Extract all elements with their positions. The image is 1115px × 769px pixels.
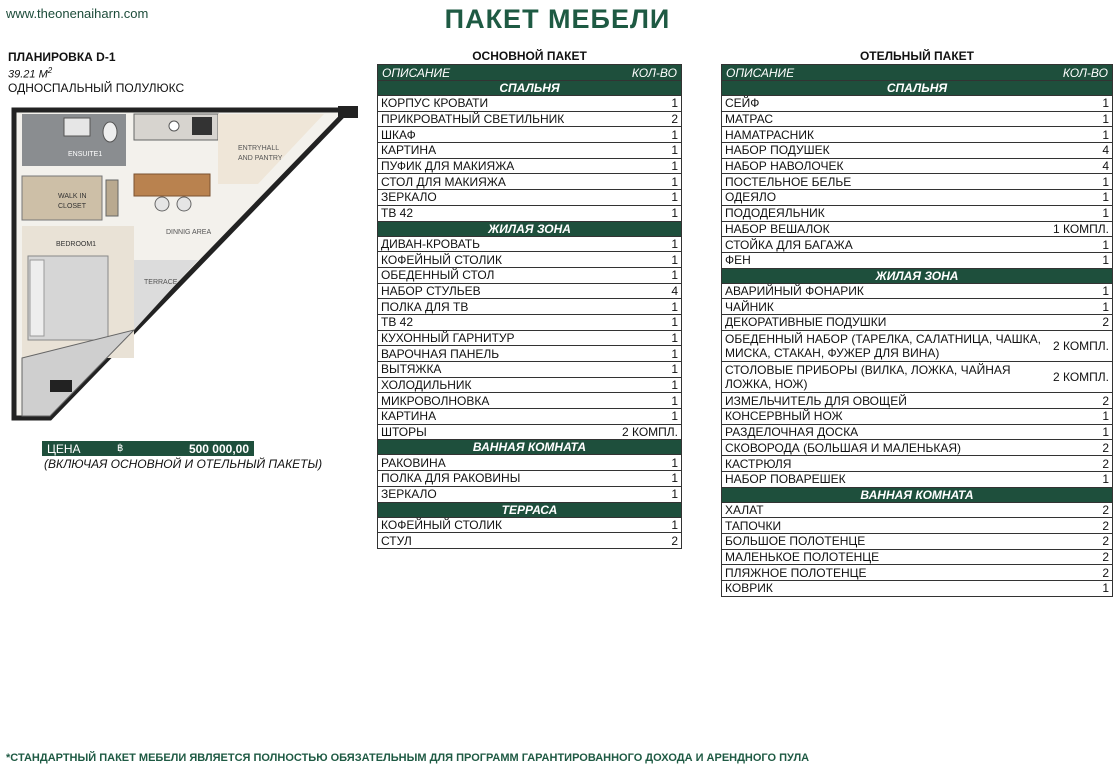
item-name: ВЫТЯЖКА	[381, 362, 442, 377]
item-name: РАЗДЕЛОЧНАЯ ДОСКА	[725, 425, 859, 440]
item-quantity: 1	[671, 487, 678, 502]
item-name: ИЗМЕЛЬЧИТЕЛЬ ДЛЯ ОВОЩЕЙ	[725, 393, 907, 408]
item-quantity: 1	[671, 143, 678, 158]
item-name: АВАРИЙНЫЙ ФОНАРИК	[725, 283, 864, 298]
plan-area-value: 39.21 М	[8, 68, 48, 81]
footer-note: *СТАНДАРТНЫЙ ПАКЕТ МЕБЕЛИ ЯВЛЯЕТСЯ ПОЛНОСТЬЮ ОБЯЗАТЕЛЬНЫМ ДЛЯ ПРОГРАММ ГАРАНТИРОВАННОГО ДОХОДА И АРЕНДНОГО ПУЛА	[6, 752, 810, 764]
section-header: ЖИЛАЯ ЗОНА	[722, 268, 1112, 283]
package-table	[377, 64, 682, 549]
item-quantity: 1	[671, 315, 678, 330]
table-row	[722, 517, 1112, 533]
item-quantity: 1	[671, 127, 678, 142]
table-row	[378, 158, 681, 174]
table-row	[378, 111, 681, 127]
item-quantity: 2	[1102, 315, 1109, 330]
item-quantity: 1	[671, 268, 678, 283]
item-name: НАБОР ВЕШАЛОК	[725, 221, 830, 236]
item-name: ТВ 42	[381, 315, 414, 330]
table-row	[722, 549, 1112, 565]
item-quantity: 1	[1102, 237, 1109, 252]
currency-symbol: ฿	[117, 443, 124, 454]
table-row	[378, 454, 681, 470]
table-row	[722, 471, 1112, 487]
item-name: ОБЕДЕННЫЙ НАБОР (ТАРЕЛКА, САЛАТНИЦА, ЧАШКА, МИСКА, СТАКАН, ФУЖЕР ДЛЯ ВИНА)	[725, 331, 1041, 360]
table-row	[722, 221, 1112, 237]
item-quantity: 1	[1102, 190, 1109, 205]
table-row	[722, 502, 1112, 518]
table-row	[722, 424, 1112, 440]
item-name: ФЕН	[725, 253, 751, 268]
item-name: ПОЛКА ДЛЯ РАКОВИНЫ	[381, 471, 521, 486]
item-quantity: 1	[1102, 425, 1109, 440]
table-row	[378, 142, 681, 158]
item-name: ХАЛАТ	[725, 502, 764, 517]
item-quantity: 1	[1102, 174, 1109, 189]
table-row	[378, 173, 681, 189]
item-quantity: 4	[671, 283, 678, 298]
item-name: НАБОР ПОВАРЕШЕК	[725, 472, 846, 487]
item-quantity: 2 КОМПЛ.	[1052, 338, 1109, 353]
hotel-package	[721, 48, 1113, 597]
item-quantity: 1	[1102, 409, 1109, 424]
table-row	[722, 283, 1112, 299]
item-quantity: 1	[671, 378, 678, 393]
table-row	[722, 408, 1112, 424]
item-quantity: 1	[671, 393, 678, 408]
table-row	[722, 533, 1112, 549]
table-row	[722, 142, 1112, 158]
package-title: ОТЕЛЬНЫЙ ПАКЕТ	[859, 49, 975, 63]
item-quantity: 1	[671, 362, 678, 377]
balcony-column	[50, 380, 72, 392]
item-name: ПОДОДЕЯЛЬНИК	[725, 206, 825, 221]
item-name: СТУЛ	[381, 533, 412, 548]
table-row	[378, 95, 681, 111]
toilet-shape	[103, 122, 117, 142]
col-qty-header: КОЛ-ВО	[631, 66, 677, 80]
item-name: ВАРОЧНАЯ ПАНЕЛЬ	[381, 346, 500, 361]
col-qty-header: КОЛ-ВО	[1062, 66, 1108, 80]
table-row	[722, 252, 1112, 268]
table-row	[378, 251, 681, 267]
item-name: РАКОВИНА	[381, 455, 446, 470]
table-row	[378, 189, 681, 205]
item-name: ШКАФ	[381, 127, 416, 142]
table-row	[722, 392, 1112, 408]
item-quantity: 1	[671, 96, 678, 111]
table-row	[378, 314, 681, 330]
price-bar	[42, 441, 254, 456]
plan-area-unit-power: 2	[47, 66, 53, 75]
item-quantity: 2	[1102, 549, 1109, 564]
item-quantity: 1	[671, 409, 678, 424]
item-name: СЕЙФ	[725, 96, 760, 111]
table-row	[378, 345, 681, 361]
table-row	[378, 267, 681, 283]
item-quantity: 1	[671, 190, 678, 205]
package-title: ОСНОВНОЙ ПАКЕТ	[472, 49, 587, 63]
table-row	[378, 126, 681, 142]
item-quantity: 1	[1102, 299, 1109, 314]
item-name: ТВ 42	[381, 206, 414, 221]
table-row	[378, 392, 681, 408]
item-quantity: 1	[1102, 112, 1109, 127]
item-quantity: 1	[671, 174, 678, 189]
label-pantry: AND PANTRY	[238, 155, 283, 162]
item-name: КОРПУС КРОВАТИ	[381, 96, 489, 111]
item-name: ПЛЯЖНОЕ ПОЛОТЕНЦЕ	[725, 565, 867, 580]
item-name: ПРИКРОВАТНЫЙ СВЕТИЛЬНИК	[381, 112, 565, 127]
item-name: ТАПОЧКИ	[725, 518, 782, 533]
item-name: ЗЕРКАЛО	[381, 190, 437, 205]
label-entry: ENTRYHALL	[238, 145, 280, 152]
item-name: НАБОР ПОДУШЕК	[725, 143, 830, 158]
item-quantity: 1	[671, 330, 678, 345]
item-name: ХОЛОДИЛЬНИК	[381, 378, 472, 393]
item-quantity: 2 КОМПЛ.	[621, 425, 678, 440]
table-row	[722, 236, 1112, 252]
table-row	[722, 564, 1112, 580]
item-name: СТОЛОВЫЕ ПРИБОРЫ (ВИЛКА, ЛОЖКА, ЧАЙНАЯ ЛОЖКА, НОЖ)	[725, 363, 1011, 392]
table-header	[722, 64, 1112, 80]
item-quantity: 1	[1102, 283, 1109, 298]
item-name: МИКРОВОЛНОВКА	[381, 393, 490, 408]
table-row	[722, 126, 1112, 142]
corner-column	[338, 106, 358, 118]
table-row	[378, 408, 681, 424]
page-title: ПАКЕТ МЕБЕЛИ	[444, 4, 671, 34]
item-name: ЧАЙНИК	[725, 299, 774, 314]
item-quantity: 1	[671, 236, 678, 251]
label-bedroom: BEDROOM1	[56, 241, 97, 248]
cooktop-shape	[192, 117, 212, 135]
stool-1	[155, 197, 169, 211]
plan-type: ОДНОСПАЛЬНЫЙ ПОЛУЛЮКС	[8, 81, 185, 95]
item-name: КАРТИНА	[381, 409, 437, 424]
table-row	[722, 361, 1112, 392]
table-row	[378, 330, 681, 346]
plan-area	[8, 66, 52, 81]
table-row	[722, 205, 1112, 221]
item-name: СКОВОРОДА (БОЛЬШАЯ И МАЛЕНЬКАЯ)	[725, 440, 962, 455]
table-row	[722, 298, 1112, 314]
col-desc-header: ОПИСАНИЕ	[726, 66, 795, 80]
item-name: ЗЕРКАЛО	[381, 487, 437, 502]
item-quantity: 1	[1102, 206, 1109, 221]
item-quantity: 2	[1102, 440, 1109, 455]
stool-2	[177, 197, 191, 211]
item-quantity: 1	[671, 455, 678, 470]
item-name: КОФЕЙНЫЙ СТОЛИК	[381, 517, 502, 532]
item-quantity: 1 КОМПЛ.	[1052, 221, 1109, 236]
price-note: (ВКЛЮЧАЯ ОСНОВНОЙ И ОТЕЛЬНЫЙ ПАКЕТЫ)	[44, 457, 323, 471]
item-name: НАБОР СТУЛЬЕВ	[381, 283, 481, 298]
item-name: КОВРИК	[725, 581, 773, 596]
dining-bar	[134, 174, 210, 196]
item-name: КАСТРЮЛЯ	[725, 456, 792, 471]
label-terrace: TERRACE	[144, 279, 178, 286]
table-row	[378, 424, 681, 440]
section-header: ВАННАЯ КОМНАТА	[722, 487, 1112, 502]
table-row	[722, 95, 1112, 111]
item-quantity: 2	[1102, 456, 1109, 471]
item-quantity: 1	[671, 206, 678, 221]
item-quantity: 2	[1102, 502, 1109, 517]
website-url[interactable]: www.theonenaiharn.com	[6, 6, 149, 21]
table-row	[722, 314, 1112, 330]
floor-plan-image	[8, 100, 360, 422]
item-name: МАЛЕНЬКОЕ ПОЛОТЕНЦЕ	[725, 549, 880, 564]
table-row	[378, 377, 681, 393]
pillow-shape	[30, 260, 44, 336]
item-quantity: 1	[671, 517, 678, 532]
table-row	[722, 173, 1112, 189]
item-quantity: 1	[671, 252, 678, 267]
table-row	[722, 330, 1112, 361]
item-quantity: 2	[1102, 518, 1109, 533]
col-desc-header: ОПИСАНИЕ	[382, 66, 451, 80]
item-name: СТОЛ ДЛЯ МАКИЯЖА	[381, 174, 506, 189]
section-header: ЖИЛАЯ ЗОНА	[378, 221, 681, 236]
item-name: ПОЛКА ДЛЯ ТВ	[381, 299, 469, 314]
table-row	[378, 361, 681, 377]
item-quantity: 1	[671, 159, 678, 174]
table-header	[378, 64, 681, 80]
table-row	[378, 486, 681, 502]
item-name: БОЛЬШОЕ ПОЛОТЕНЦЕ	[725, 534, 866, 549]
item-name: НАБОР НАВОЛОЧЕК	[725, 159, 844, 174]
table-row	[722, 455, 1112, 471]
label-walkin-1: WALK IN	[58, 193, 87, 200]
item-name: ОБЕДЕННЫЙ СТОЛ	[381, 268, 495, 283]
table-row	[378, 298, 681, 314]
item-name: МАТРАС	[725, 112, 773, 127]
item-quantity: 2	[1102, 393, 1109, 408]
item-name: КАРТИНА	[381, 143, 437, 158]
item-quantity: 1	[671, 299, 678, 314]
item-quantity: 1	[1102, 472, 1109, 487]
item-quantity: 1	[1102, 253, 1109, 268]
item-quantity: 1	[671, 346, 678, 361]
item-name: ОДЕЯЛО	[725, 190, 777, 205]
table-row	[378, 236, 681, 252]
item-quantity: 2	[1102, 565, 1109, 580]
item-name: КУХОННЫЙ ГАРНИТУР	[381, 330, 515, 345]
item-quantity: 2	[671, 533, 678, 548]
item-quantity: 2	[671, 112, 678, 127]
section-header: СПАЛЬНЯ	[378, 80, 681, 95]
item-quantity: 1	[671, 471, 678, 486]
item-name: ШТОРЫ	[381, 425, 427, 440]
item-name: ПОСТЕЛЬНОЕ БЕЛЬЕ	[725, 174, 852, 189]
item-quantity: 1	[1102, 96, 1109, 111]
plan-name: ПЛАНИРОВКА D-1	[8, 50, 116, 64]
table-row	[722, 439, 1112, 455]
label-walkin-2: CLOSET	[58, 203, 87, 210]
label-ensuite: ENSUITE1	[68, 151, 103, 158]
table-row	[722, 158, 1112, 174]
closet-rack	[106, 180, 118, 216]
item-name: СТОЙКА ДЛЯ БАГАЖА	[725, 237, 853, 252]
table-row	[378, 517, 681, 533]
section-header: ТЕРРАСА	[378, 502, 681, 517]
section-header: СПАЛЬНЯ	[722, 80, 1112, 95]
item-name: ДИВАН-КРОВАТЬ	[381, 236, 480, 251]
item-quantity: 4	[1102, 143, 1109, 158]
item-quantity: 4	[1102, 159, 1109, 174]
table-row	[722, 111, 1112, 127]
item-name: ПУФИК ДЛЯ МАКИЯЖА	[381, 159, 515, 174]
item-quantity: 1	[1102, 581, 1109, 596]
table-row	[378, 205, 681, 221]
item-quantity: 1	[1102, 127, 1109, 142]
table-row	[722, 580, 1112, 596]
price-amount: 500 000,00	[188, 441, 249, 456]
basic-package	[377, 48, 682, 549]
table-row	[378, 470, 681, 486]
item-quantity: 2	[1102, 534, 1109, 549]
kitchen-sink-shape	[169, 121, 179, 131]
sink-shape	[64, 118, 90, 136]
table-row	[722, 189, 1112, 205]
item-name: НАМАТРАСНИК	[725, 127, 814, 142]
table-row	[378, 283, 681, 299]
price-label: ЦЕНА	[47, 441, 81, 456]
item-name: КОНСЕРВНЫЙ НОЖ	[725, 409, 843, 424]
label-dining: DINNIG AREA	[166, 229, 212, 236]
item-name: ДЕКОРАТИВНЫЕ ПОДУШКИ	[725, 315, 887, 330]
table-row	[378, 532, 681, 548]
package-table	[721, 64, 1113, 597]
item-quantity: 2 КОМПЛ.	[1052, 370, 1109, 385]
section-header: ВАННАЯ КОМНАТА	[378, 439, 681, 454]
item-name: КОФЕЙНЫЙ СТОЛИК	[381, 252, 502, 267]
